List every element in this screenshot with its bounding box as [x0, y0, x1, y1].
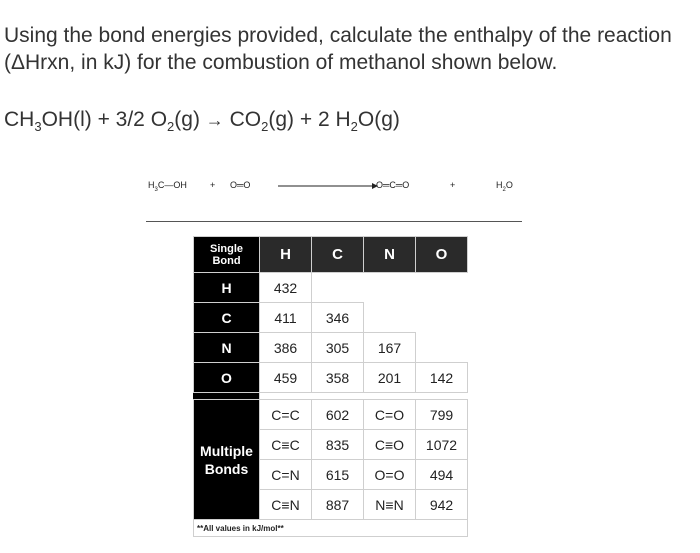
column-header-h: H: [260, 237, 312, 273]
bond-value: 386: [260, 333, 312, 363]
bond-value: 494: [416, 460, 468, 490]
row-header-o: O: [194, 363, 260, 393]
bond-value: 459: [260, 363, 312, 393]
table-row: [194, 303, 468, 333]
bond-value: 887: [312, 490, 364, 520]
row-header-c: C: [194, 303, 260, 333]
bond-type: C=C: [260, 400, 312, 430]
bond-type: C≡C: [260, 430, 312, 460]
bond-value: 305: [312, 333, 364, 363]
bond-type: C≡O: [364, 430, 416, 460]
bond-value: 799: [416, 400, 468, 430]
water-structure: $H_2O$: [496, 180, 513, 193]
plus-sign: +: [210, 180, 216, 190]
multiple-bonds-header: Multiple Bonds: [194, 400, 260, 520]
bond-type: N≡N: [364, 490, 416, 520]
table-row: [194, 363, 468, 393]
co2-structure: O═C═O: [376, 180, 410, 190]
chemical-equation: $CH_3OH(l) + 3/2$ $O_2(g) \to CO_2(g) + 2$ $H_2O(g)$: [4, 108, 400, 135]
bond-value: 346: [312, 303, 364, 333]
bond-value: 602: [312, 400, 364, 430]
bond-value: 432: [260, 273, 312, 303]
column-header-o: O: [416, 237, 468, 273]
reaction-arrow-icon: [278, 182, 378, 190]
table-row: [194, 333, 468, 363]
bond-value: 1072: [416, 430, 468, 460]
table-row: [194, 273, 468, 303]
column-header-c: C: [312, 237, 364, 273]
bond-value: 835: [312, 430, 364, 460]
row-header-h: H: [194, 273, 260, 303]
bond-value: 615: [312, 460, 364, 490]
bond-value: 167: [364, 333, 416, 363]
question-text: Using the bond energies provided, calculate the enthalpy of the reaction (ΔHrxn, in kJ) for the combustion of methanol shown below.: [4, 24, 672, 74]
bond-type: C=O: [364, 400, 416, 430]
row-header-n: N: [194, 333, 260, 363]
plus-sign: +: [450, 180, 456, 190]
table-footnote: **All values in kJ/mol**: [194, 520, 468, 537]
bond-type: C≡N: [260, 490, 312, 520]
bond-type: C=N: [260, 460, 312, 490]
bond-value: 201: [364, 363, 416, 393]
bond-value: 142: [416, 363, 468, 393]
oxygen-structure: O═O: [230, 180, 251, 190]
table-row: [194, 400, 468, 430]
column-header-n: N: [364, 237, 416, 273]
bond-type: O=O: [364, 460, 416, 490]
bond-value: 411: [260, 303, 312, 333]
corner-header: Single Bond: [194, 237, 260, 273]
bond-energy-table: [193, 236, 468, 537]
methanol-structure: $H_3C—OH$: [148, 180, 187, 193]
bond-value: 358: [312, 363, 364, 393]
divider-line: [146, 221, 522, 222]
bond-value: 942: [416, 490, 468, 520]
